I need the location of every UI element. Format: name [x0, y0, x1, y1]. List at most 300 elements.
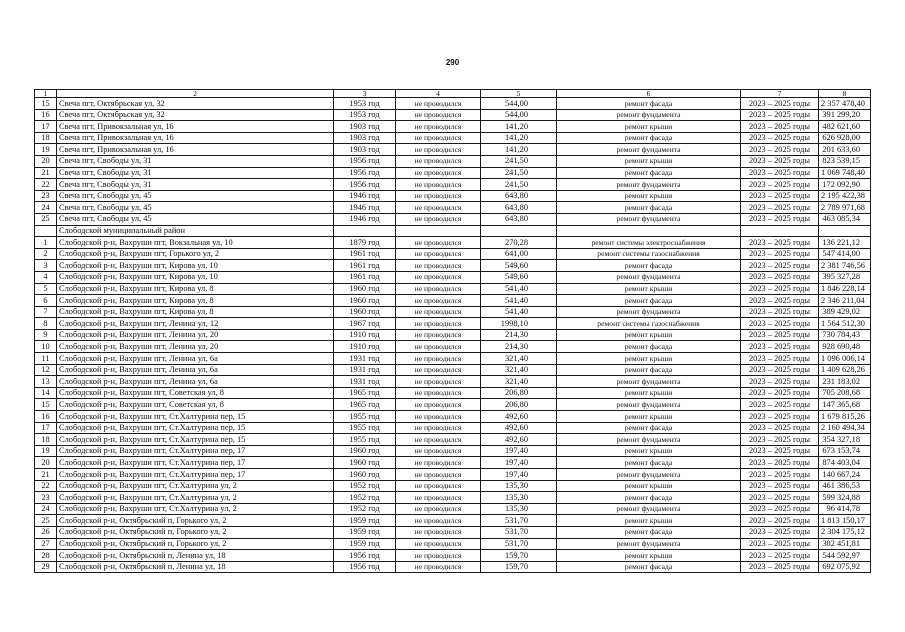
cost-cell: 2 381 746,56 [819, 260, 871, 272]
area-cell: 241,50 [481, 155, 557, 167]
row-number-cell: 17 [35, 422, 57, 434]
area-cell: 643,80 [481, 213, 557, 225]
period-cell: 2023 – 2025 годы [741, 341, 819, 353]
row-number-cell: 23 [35, 190, 57, 202]
area-cell: 141,20 [481, 144, 557, 156]
table-row [35, 190, 871, 202]
table-row [35, 492, 871, 504]
table-row [35, 422, 871, 434]
cost-cell: 136 221,12 [819, 237, 871, 249]
row-number-cell: 22 [35, 179, 57, 191]
row-number-cell: 22 [35, 480, 57, 492]
last-repair-status-cell: не проводился [396, 329, 481, 341]
cost-cell: 2 357 478,40 [819, 98, 871, 110]
table-row [35, 260, 871, 272]
row-number-cell: 18 [35, 434, 57, 446]
table-row [35, 376, 871, 388]
area-cell: 492,60 [481, 434, 557, 446]
address-cell: Слободской р-н, Вахруши пгт, Ст.Халтурина ул, 2 [57, 480, 334, 492]
work-type-cell: ремонт фасада [557, 422, 741, 434]
address-cell: Свеча пгт, Привокзальная ул, 16 [57, 144, 334, 156]
build-year-cell: 1956 год [334, 179, 396, 191]
period-cell: 2023 – 2025 годы [741, 144, 819, 156]
address-cell: Слободской р-н, Вахруши пгт, Ленина ул, 20 [57, 341, 334, 353]
last-repair-status-cell: не проводился [396, 318, 481, 330]
last-repair-status-cell: не проводился [396, 213, 481, 225]
cost-cell: 140 667,24 [819, 469, 871, 481]
address-cell: Слободской р-н, Вахруши пгт, Ст.Халтурина пер, 17 [57, 457, 334, 469]
build-year-cell [334, 225, 396, 237]
address-cell: Свеча пгт, Привокзальная ул, 16 [57, 132, 334, 144]
area-cell: 1998,10 [481, 318, 557, 330]
repair-schedule-table [34, 89, 871, 573]
table-row [35, 144, 871, 156]
cost-cell: 1 409 628,26 [819, 364, 871, 376]
area-cell: 492,60 [481, 422, 557, 434]
cost-cell: 231 183,02 [819, 376, 871, 388]
area-cell: 206,80 [481, 387, 557, 399]
build-year-cell: 1960 год [334, 283, 396, 295]
period-cell: 2023 – 2025 годы [741, 283, 819, 295]
row-number-cell: 28 [35, 550, 57, 562]
build-year-cell: 1956 год [334, 561, 396, 573]
table-row [35, 329, 871, 341]
column-header: 6 [557, 90, 741, 98]
build-year-cell: 1960 год [334, 457, 396, 469]
table-row [35, 237, 871, 249]
period-cell: 2023 – 2025 годы [741, 260, 819, 272]
cost-cell: 547 414,00 [819, 248, 871, 260]
last-repair-status-cell: не проводился [396, 98, 481, 110]
row-number-cell: 1 [35, 237, 57, 249]
table-row [35, 341, 871, 353]
last-repair-status-cell: не проводился [396, 353, 481, 365]
last-repair-status-cell: не проводился [396, 550, 481, 562]
address-cell: Слободской р-н, Вахруши пгт, Ст.Халтурина пер, 17 [57, 469, 334, 481]
period-cell: 2023 – 2025 годы [741, 411, 819, 423]
last-repair-status-cell: не проводился [396, 526, 481, 538]
last-repair-status-cell: не проводился [396, 155, 481, 167]
address-cell: Слободской р-н, Октябрьский п, Горького ул, 2 [57, 526, 334, 538]
area-cell: 241,50 [481, 167, 557, 179]
build-year-cell: 1959 год [334, 515, 396, 527]
cost-cell: 1 679 815,26 [819, 411, 871, 423]
build-year-cell: 1946 год [334, 190, 396, 202]
work-type-cell: ремонт фасада [557, 132, 741, 144]
address-cell: Слободской р-н, Октябрьский п, Ленина ул, 18 [57, 561, 334, 573]
period-cell: 2023 – 2025 годы [741, 318, 819, 330]
work-type-cell: ремонт фундамента [557, 399, 741, 411]
build-year-cell: 1959 год [334, 526, 396, 538]
period-cell: 2023 – 2025 годы [741, 329, 819, 341]
build-year-cell: 1955 год [334, 411, 396, 423]
row-number-cell: 27 [35, 538, 57, 550]
work-type-cell: ремонт фасада [557, 260, 741, 272]
row-number-cell: 8 [35, 318, 57, 330]
area-cell: 492,60 [481, 411, 557, 423]
cost-cell: 201 633,60 [819, 144, 871, 156]
table-row [35, 538, 871, 550]
build-year-cell: 1953 год [334, 109, 396, 121]
period-cell: 2023 – 2025 годы [741, 167, 819, 179]
period-cell: 2023 – 2025 годы [741, 271, 819, 283]
period-cell: 2023 – 2025 годы [741, 445, 819, 457]
last-repair-status-cell: не проводился [396, 480, 481, 492]
row-number-cell: 16 [35, 109, 57, 121]
period-cell: 2023 – 2025 годы [741, 213, 819, 225]
table-row [35, 387, 871, 399]
build-year-cell: 1879 год [334, 237, 396, 249]
cost-cell: 874 403,04 [819, 457, 871, 469]
area-cell: 541,40 [481, 283, 557, 295]
row-number-cell: 23 [35, 492, 57, 504]
build-year-cell: 1903 год [334, 121, 396, 133]
table-row [35, 295, 871, 307]
area-cell: 159,70 [481, 561, 557, 573]
area-cell: 531,70 [481, 515, 557, 527]
last-repair-status-cell: не проводился [396, 457, 481, 469]
build-year-cell: 1953 год [334, 98, 396, 110]
build-year-cell: 1960 год [334, 306, 396, 318]
work-type-cell: ремонт крыши [557, 550, 741, 562]
row-number-cell: 3 [35, 260, 57, 272]
work-type-cell: ремонт крыши [557, 329, 741, 341]
work-type-cell: ремонт фундамента [557, 376, 741, 388]
work-type-cell [557, 225, 741, 237]
row-number-cell: 19 [35, 144, 57, 156]
address-cell: Слободской муниципальный район [57, 225, 334, 237]
address-cell: Слободской р-н, Вахруши пгт, Кирова ул, 10 [57, 271, 334, 283]
last-repair-status-cell: не проводился [396, 144, 481, 156]
last-repair-status-cell: не проводился [396, 132, 481, 144]
period-cell: 2023 – 2025 годы [741, 121, 819, 133]
table-row [35, 550, 871, 562]
row-number-cell: 21 [35, 469, 57, 481]
period-cell: 2023 – 2025 годы [741, 526, 819, 538]
address-cell: Свеча пгт, Свободы ул, 31 [57, 167, 334, 179]
address-cell: Слободской р-н, Вахруши пгт, Ст.Халтурина ул, 2 [57, 503, 334, 515]
area-cell: 197,40 [481, 445, 557, 457]
column-header: 3 [334, 90, 396, 98]
period-cell: 2023 – 2025 годы [741, 353, 819, 365]
address-cell: Свеча пгт, Свободы ул, 31 [57, 179, 334, 191]
last-repair-status-cell: не проводился [396, 202, 481, 214]
build-year-cell: 1952 год [334, 503, 396, 515]
page-number: 290 [445, 58, 460, 67]
row-number-cell: 12 [35, 364, 57, 376]
work-type-cell: ремонт фундамента [557, 179, 741, 191]
work-type-cell: ремонт фундамента [557, 271, 741, 283]
area-cell: 641,00 [481, 248, 557, 260]
area-cell: 135,30 [481, 492, 557, 504]
address-cell: Слободской р-н, Вахруши пгт, Ст.Халтурина ул, 2 [57, 492, 334, 504]
cost-cell: 2 346 211,04 [819, 295, 871, 307]
build-year-cell: 1960 год [334, 469, 396, 481]
build-year-cell: 1959 год [334, 538, 396, 550]
row-number-cell: 16 [35, 411, 57, 423]
area-cell [481, 225, 557, 237]
work-type-cell: ремонт фасада [557, 457, 741, 469]
last-repair-status-cell: не проводился [396, 121, 481, 133]
last-repair-status-cell: не проводился [396, 492, 481, 504]
table-row [35, 179, 871, 191]
address-cell: Слободской р-н, Вахруши пгт, Ст.Халтурина пер, 17 [57, 445, 334, 457]
period-cell: 2023 – 2025 годы [741, 561, 819, 573]
last-repair-status-cell: не проводился [396, 167, 481, 179]
area-cell: 270,28 [481, 237, 557, 249]
table-row [35, 213, 871, 225]
work-type-cell: ремонт крыши [557, 353, 741, 365]
build-year-cell: 1965 год [334, 399, 396, 411]
address-cell: Слободской р-н, Вахруши пгт, Ленина ул, 6а [57, 364, 334, 376]
area-cell: 531,70 [481, 538, 557, 550]
address-cell: Слободской р-н, Вахруши пгт, Горького ул, 2 [57, 248, 334, 260]
work-type-cell: ремонт фасада [557, 202, 741, 214]
work-type-cell: ремонт крыши [557, 480, 741, 492]
address-cell: Свеча пгт, Свободы ул, 45 [57, 190, 334, 202]
table-row [35, 283, 871, 295]
period-cell: 2023 – 2025 годы [741, 515, 819, 527]
work-type-cell: ремонт фасада [557, 561, 741, 573]
last-repair-status-cell: не проводился [396, 434, 481, 446]
cost-cell: 147 365,68 [819, 399, 871, 411]
cost-cell: 544 592,97 [819, 550, 871, 562]
column-header: 2 [57, 90, 334, 98]
work-type-cell: ремонт системы газоснабжения [557, 318, 741, 330]
address-cell: Слободской р-н, Вахруши пгт, Советская ул, 8 [57, 387, 334, 399]
work-type-cell: ремонт фундамента [557, 503, 741, 515]
area-cell: 544,00 [481, 98, 557, 110]
work-type-cell: ремонт фасада [557, 167, 741, 179]
row-number-cell: 10 [35, 341, 57, 353]
build-year-cell: 1965 год [334, 387, 396, 399]
row-number-cell: 7 [35, 306, 57, 318]
last-repair-status-cell: не проводился [396, 411, 481, 423]
area-cell: 321,40 [481, 376, 557, 388]
build-year-cell: 1956 год [334, 550, 396, 562]
table-row [35, 515, 871, 527]
last-repair-status-cell: не проводился [396, 561, 481, 573]
period-cell: 2023 – 2025 годы [741, 550, 819, 562]
area-cell: 643,80 [481, 190, 557, 202]
area-cell: 321,40 [481, 353, 557, 365]
table-row [35, 109, 871, 121]
build-year-cell: 1946 год [334, 213, 396, 225]
period-cell: 2023 – 2025 годы [741, 480, 819, 492]
work-type-cell: ремонт системы электроснабжения [557, 237, 741, 249]
cost-cell: 626 928,00 [819, 132, 871, 144]
period-cell: 2023 – 2025 годы [741, 237, 819, 249]
period-cell: 2023 – 2025 годы [741, 376, 819, 388]
address-cell: Слободской р-н, Вахруши пгт, Кирова ул, 8 [57, 306, 334, 318]
last-repair-status-cell: не проводился [396, 445, 481, 457]
build-year-cell: 1961 год [334, 248, 396, 260]
last-repair-status-cell: не проводился [396, 260, 481, 272]
work-type-cell: ремонт фасада [557, 364, 741, 376]
last-repair-status-cell: не проводился [396, 306, 481, 318]
last-repair-status-cell: не проводился [396, 271, 481, 283]
cost-cell: 2 304 175,12 [819, 526, 871, 538]
table-row [35, 434, 871, 446]
period-cell [741, 225, 819, 237]
table-row [35, 248, 871, 260]
row-number-cell: 20 [35, 155, 57, 167]
column-header: 4 [396, 90, 481, 98]
period-cell: 2023 – 2025 годы [741, 422, 819, 434]
row-number-cell: 17 [35, 121, 57, 133]
table-row [35, 457, 871, 469]
last-repair-status-cell: не проводился [396, 469, 481, 481]
build-year-cell: 1903 год [334, 132, 396, 144]
column-header: 5 [481, 90, 557, 98]
address-cell: Слободской р-н, Вахруши пгт, Кирова ул, 8 [57, 295, 334, 307]
last-repair-status-cell: не проводился [396, 538, 481, 550]
row-number-cell [35, 225, 57, 237]
last-repair-status-cell: не проводился [396, 341, 481, 353]
period-cell: 2023 – 2025 годы [741, 457, 819, 469]
last-repair-status-cell [396, 225, 481, 237]
work-type-cell: ремонт крыши [557, 445, 741, 457]
cost-cell: 1 846 228,14 [819, 283, 871, 295]
build-year-cell: 1960 год [334, 445, 396, 457]
row-number-cell: 11 [35, 353, 57, 365]
table-header-row [35, 90, 871, 98]
work-type-cell: ремонт фасада [557, 526, 741, 538]
table-row [35, 353, 871, 365]
build-year-cell: 1910 год [334, 329, 396, 341]
period-cell: 2023 – 2025 годы [741, 469, 819, 481]
area-cell: 135,30 [481, 503, 557, 515]
period-cell: 2023 – 2025 годы [741, 132, 819, 144]
address-cell: Слободской р-н, Вахруши пгт, Ленина ул, 6а [57, 376, 334, 388]
cost-cell: 96 414,78 [819, 503, 871, 515]
cost-cell: 705 208,68 [819, 387, 871, 399]
period-cell: 2023 – 2025 годы [741, 202, 819, 214]
cost-cell: 1 813 150,17 [819, 515, 871, 527]
area-cell: 206,80 [481, 399, 557, 411]
table-row [35, 306, 871, 318]
area-cell: 214,30 [481, 341, 557, 353]
address-cell: Свеча пгт, Привокзальная ул, 16 [57, 121, 334, 133]
cost-cell: 1 096 006,14 [819, 353, 871, 365]
cost-cell [819, 225, 871, 237]
table-row [35, 411, 871, 423]
address-cell: Слободской р-н, Вахруши пгт, Ленина ул, 6а [57, 353, 334, 365]
cost-cell: 389 429,02 [819, 306, 871, 318]
build-year-cell: 1955 год [334, 434, 396, 446]
table-row [35, 167, 871, 179]
table-row [35, 399, 871, 411]
cost-cell: 463 085,34 [819, 213, 871, 225]
work-type-cell: ремонт фундамента [557, 469, 741, 481]
row-number-cell: 25 [35, 515, 57, 527]
cost-cell: 395 327,28 [819, 271, 871, 283]
row-number-cell: 2 [35, 248, 57, 260]
period-cell: 2023 – 2025 годы [741, 387, 819, 399]
build-year-cell: 1946 год [334, 202, 396, 214]
cost-cell: 599 324,88 [819, 492, 871, 504]
last-repair-status-cell: не проводился [396, 179, 481, 191]
row-number-cell: 6 [35, 295, 57, 307]
section-row [35, 225, 871, 237]
work-type-cell: ремонт фасада [557, 492, 741, 504]
period-cell: 2023 – 2025 годы [741, 538, 819, 550]
area-cell: 321,40 [481, 364, 557, 376]
work-type-cell: ремонт фасада [557, 98, 741, 110]
table-row [35, 445, 871, 457]
area-cell: 544,00 [481, 109, 557, 121]
period-cell: 2023 – 2025 годы [741, 492, 819, 504]
last-repair-status-cell: не проводился [396, 237, 481, 249]
table-row [35, 503, 871, 515]
cost-cell: 172 092,90 [819, 179, 871, 191]
table-row [35, 202, 871, 214]
period-cell: 2023 – 2025 годы [741, 295, 819, 307]
table-row [35, 480, 871, 492]
work-type-cell: ремонт фасада [557, 295, 741, 307]
period-cell: 2023 – 2025 годы [741, 190, 819, 202]
last-repair-status-cell: не проводился [396, 399, 481, 411]
area-cell: 531,70 [481, 526, 557, 538]
area-cell: 141,20 [481, 121, 557, 133]
row-number-cell: 21 [35, 167, 57, 179]
work-type-cell: ремонт крыши [557, 411, 741, 423]
build-year-cell: 1931 год [334, 376, 396, 388]
area-cell: 197,40 [481, 457, 557, 469]
work-type-cell: ремонт крыши [557, 121, 741, 133]
last-repair-status-cell: не проводился [396, 295, 481, 307]
table-row [35, 364, 871, 376]
table-row [35, 469, 871, 481]
address-cell: Свеча пгт, Свободы ул, 45 [57, 202, 334, 214]
build-year-cell: 1903 год [334, 144, 396, 156]
cost-cell: 1 564 512,30 [819, 318, 871, 330]
work-type-cell: ремонт фундамента [557, 434, 741, 446]
cost-cell: 2 160 494,34 [819, 422, 871, 434]
address-cell: Слободской р-н, Вахруши пгт, Кирова ул, 8 [57, 283, 334, 295]
cost-cell: 673 153,74 [819, 445, 871, 457]
work-type-cell: ремонт фундамента [557, 538, 741, 550]
row-number-cell: 24 [35, 503, 57, 515]
build-year-cell: 1955 год [334, 422, 396, 434]
period-cell: 2023 – 2025 годы [741, 248, 819, 260]
last-repair-status-cell: не проводился [396, 387, 481, 399]
table-row [35, 98, 871, 110]
work-type-cell: ремонт крыши [557, 387, 741, 399]
period-cell: 2023 – 2025 годы [741, 399, 819, 411]
build-year-cell: 1961 год [334, 260, 396, 272]
table-row [35, 561, 871, 573]
row-number-cell: 13 [35, 376, 57, 388]
build-year-cell: 1961 год [334, 271, 396, 283]
address-cell: Слободской р-н, Октябрьский п, Ленина ул, 18 [57, 550, 334, 562]
address-cell: Слободской р-н, Октябрьский п, Горького ул, 2 [57, 515, 334, 527]
cost-cell: 2 195 422,38 [819, 190, 871, 202]
table-row [35, 121, 871, 133]
area-cell: 135,30 [481, 480, 557, 492]
cost-cell: 928 690,48 [819, 341, 871, 353]
cost-cell: 823 539,15 [819, 155, 871, 167]
column-header: 7 [741, 90, 819, 98]
area-cell: 241,50 [481, 179, 557, 191]
table-row [35, 318, 871, 330]
last-repair-status-cell: не проводился [396, 109, 481, 121]
cost-cell: 382 451,81 [819, 538, 871, 550]
column-header: 8 [819, 90, 871, 98]
row-number-cell: 19 [35, 445, 57, 457]
table-row [35, 271, 871, 283]
address-cell: Свеча пгт, Свободы ул, 45 [57, 213, 334, 225]
